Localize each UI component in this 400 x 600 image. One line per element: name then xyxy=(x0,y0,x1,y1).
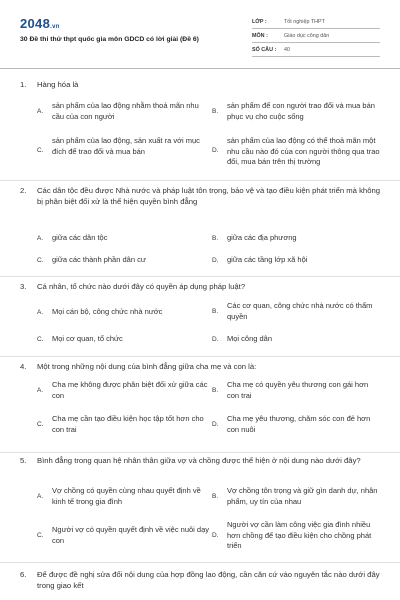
question-text: Bình đẳng trong quan hệ nhân thân giữa vợ và chồng được thể hiện ở nội dung nào dưới đây? xyxy=(37,456,361,465)
question-number: 4. xyxy=(20,362,27,371)
question-number: 3. xyxy=(20,282,27,291)
option-letter: C. xyxy=(37,421,44,428)
option-letter: D. xyxy=(212,336,219,343)
question-2 xyxy=(20,186,382,272)
site-logo[interactable] xyxy=(20,16,60,31)
question-6 xyxy=(20,570,382,600)
question-separator xyxy=(0,180,400,181)
question-3 xyxy=(20,282,382,356)
question-number: 2. xyxy=(20,186,27,195)
question-stem xyxy=(20,570,382,592)
meta-row-subject xyxy=(252,29,380,43)
option-text: Người vợ có quyền quyết định về việc nuôi dạy con xyxy=(52,525,210,545)
question-separator xyxy=(0,356,400,357)
option-text: Các cơ quan, công chức nhà nước có thẩm quyền xyxy=(227,301,373,321)
option-text: giữa các thành phần dân cư xyxy=(52,255,146,264)
option-a[interactable] xyxy=(37,307,212,318)
question-text: Một trong những nội dung của bình đẳng giữa cha mẹ và con là: xyxy=(37,362,257,371)
option-b[interactable] xyxy=(212,486,382,507)
question-stem xyxy=(20,80,382,91)
option-c[interactable] xyxy=(37,525,212,546)
question-number: 5. xyxy=(20,456,27,465)
option-c[interactable] xyxy=(37,414,212,435)
option-text: sản phẩm của lao động, sản xuất ra với mục đích để trao đổi và mua bán xyxy=(52,136,200,156)
page-header xyxy=(0,0,400,70)
option-letter: B. xyxy=(212,308,219,315)
option-a[interactable] xyxy=(37,380,212,401)
option-text: giữa các dân tộc xyxy=(52,233,108,242)
option-letter: B. xyxy=(212,387,219,394)
question-4 xyxy=(20,362,382,448)
option-a[interactable] xyxy=(37,101,212,122)
option-a[interactable] xyxy=(37,486,212,507)
option-text: sản phẩm của lao động nhằm thoả mãn nhu cầu của con người xyxy=(52,101,199,121)
question-number: 6. xyxy=(20,570,27,579)
question-text: Để được đề nghị sửa đổi nội dung của hợp đồng lao động, cần căn cứ vào nguyên tắc nào dưới đây trong giao kết xyxy=(37,570,380,590)
meta-value: Giáo dục công dân xyxy=(284,33,330,39)
option-b[interactable] xyxy=(212,233,382,244)
option-text: Người vợ cần làm công việc gia đình nhiều hơn chồng để tạo điều kiện cho chồng phát triển xyxy=(227,520,372,550)
question-text: Hàng hóa là xyxy=(37,80,79,89)
question-1 xyxy=(20,80,382,176)
option-text: giữa các địa phương xyxy=(227,233,297,242)
question-stem xyxy=(20,186,382,208)
logo-text: 2048 xyxy=(20,16,51,31)
question-separator xyxy=(0,452,400,453)
meta-label: LỚP : xyxy=(252,19,267,25)
option-letter: B. xyxy=(212,493,219,500)
option-letter: C. xyxy=(37,147,44,154)
question-separator xyxy=(0,562,400,563)
meta-label: SỐ CÂU : xyxy=(252,47,277,53)
header-divider xyxy=(0,68,400,69)
option-c[interactable] xyxy=(37,255,212,266)
question-number: 1. xyxy=(20,80,27,89)
option-text: Cha mẹ không được phân biệt đối xử giữa các con xyxy=(52,380,208,400)
option-letter: D. xyxy=(212,257,219,264)
option-text: Vợ chồng tôn trọng và giữ gìn danh dự, nhân phẩm, uy tín của nhau xyxy=(227,486,378,506)
question-stem xyxy=(20,456,382,467)
option-d[interactable] xyxy=(212,334,382,345)
meta-value: Tốt nghiệp THPT xyxy=(284,19,325,25)
option-letter: D. xyxy=(212,421,219,428)
exam-meta xyxy=(252,15,380,57)
option-letter: C. xyxy=(37,257,44,264)
option-text: Cha mẹ có quyền yêu thương con gái hơn con trai xyxy=(227,380,369,400)
option-text: sản phẩm của lao động có thể thoả mãn một nhu cầu nào đó của con người thông qua trao đổi, mua bán trên thị trường xyxy=(227,136,380,166)
option-text: sản phẩm để con người trao đổi và mua bán phục vụ cho cuộc sống xyxy=(227,101,375,121)
option-letter: D. xyxy=(212,532,219,539)
option-text: Cha mẹ yêu thương, chăm sóc con đẻ hơn con nuôi xyxy=(227,414,371,434)
option-letter: D. xyxy=(212,147,219,154)
option-letter: A. xyxy=(37,108,44,115)
option-text: Mọi công dân xyxy=(227,334,273,343)
option-c[interactable] xyxy=(37,136,212,157)
option-d[interactable] xyxy=(212,520,382,552)
option-letter: C. xyxy=(37,336,44,343)
meta-row-count xyxy=(252,43,380,57)
option-letter: A. xyxy=(37,235,44,242)
option-letter: B. xyxy=(212,235,219,242)
option-text: Vợ chồng có quyền cùng nhau quyết định về kinh tế trong gia đình xyxy=(52,486,201,506)
question-stem xyxy=(20,282,382,293)
meta-value: 40 xyxy=(284,47,290,53)
option-d[interactable] xyxy=(212,414,382,435)
option-letter: B. xyxy=(212,108,219,115)
option-letter: A. xyxy=(37,493,44,500)
option-d[interactable] xyxy=(212,255,382,266)
question-5 xyxy=(20,456,382,560)
document-title: 30 Đề thi thử thpt quốc gia môn GDCD có lời giải (Đề 6) xyxy=(20,36,199,43)
logo-suffix: .vn xyxy=(50,24,60,30)
question-separator xyxy=(0,276,400,277)
meta-row-grade xyxy=(252,15,380,29)
option-d[interactable] xyxy=(212,136,382,168)
option-text: Cha mẹ cần tạo điều kiện học tập tốt hơn cho con trai xyxy=(52,414,204,434)
question-text: Các dân tộc đều được Nhà nước và pháp luật tôn trọng, bảo vệ và tạo điều kiện phát triển mà không bị phân biệt đối xử là thể hiện quyền bình đẳng xyxy=(37,186,381,206)
option-b[interactable] xyxy=(212,101,382,122)
option-text: Mọi cơ quan, tổ chức xyxy=(52,334,123,343)
option-letter: A. xyxy=(37,387,44,394)
question-text: Cá nhân, tổ chức nào dưới đây có quyền áp dụng pháp luật? xyxy=(37,282,246,291)
option-b[interactable] xyxy=(212,380,382,401)
option-b[interactable] xyxy=(212,301,382,322)
option-a[interactable] xyxy=(37,233,212,244)
meta-label: MÔN : xyxy=(252,33,268,39)
option-text: Mọi cán bộ, công chức nhà nước xyxy=(52,307,163,316)
option-letter: A. xyxy=(37,309,44,316)
option-text: giữa các tầng lớp xã hội xyxy=(227,255,308,264)
option-c[interactable] xyxy=(37,334,212,345)
question-stem xyxy=(20,362,382,373)
option-letter: C. xyxy=(37,532,44,539)
